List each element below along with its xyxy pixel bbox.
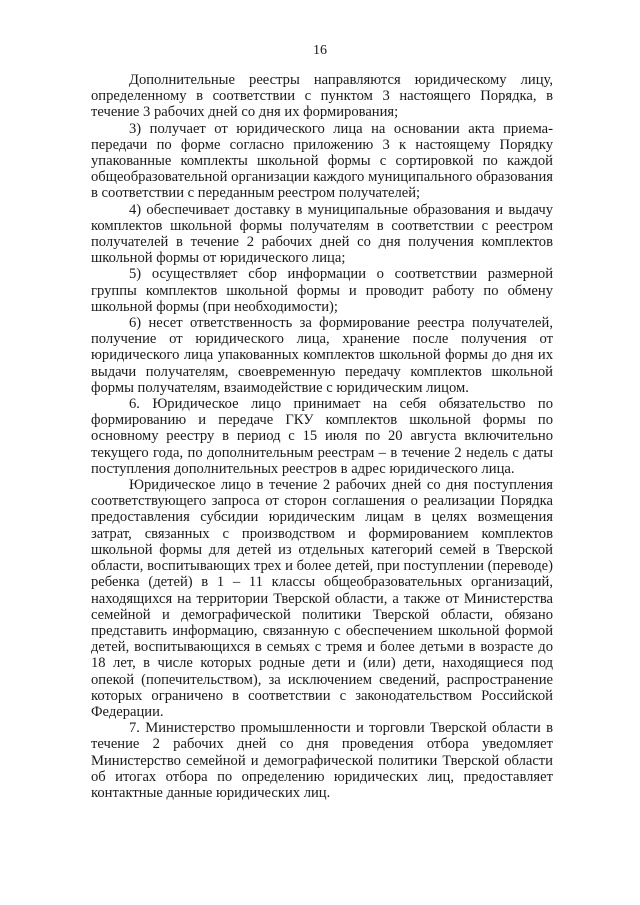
page-number: 16 [313,43,327,58]
paragraph-additional-registries: Дополнительные реестры направляются юридическому лицу, определенному в соответствии с пунктом 3 настоящего Порядка, в течение 3 рабочих дней со дня их формирования; [91,72,553,121]
paragraph-legal-entity-information: Юридическое лицо в течение 2 рабочих дней со дня поступления соответствующего запроса от сторон соглашения о реализации Порядка предоставления субсидии юридическим лицам в целях возмещения затрат, связанных с производством и формированием комплектов школьной формы для детей из отдельных категорий семей в Тверской области, воспитывающих трех и более детей, при поступлении (переводе) ребенка (детей) в 1 – 11 классы общеобразовательных организаций, находящихся на территории Тверской области, а также от Министерства семейной и демографической политики Тверской области, обязано представить информацию, связанную с обеспечением школьной формой детей, воспитывающихся в семьях с тремя и более детьми в возрасте до 18 лет, в числе которых родные дети и (или) дети, находящиеся под опекой (попечительством), за исключением сведений, распространение которых ограничено в соответствии с законодательством Российской Федерации. [91,477,553,720]
paragraph-section-7-ministry: 7. Министерство промышленности и торговли Тверской области в течение 2 рабочих дней со дня проведения отбора уведомляет Министерство семейной и демографической политики Тверской области об итогах отбора по определению юридических лиц, предоставляет контактные данные юридических лиц. [91,720,553,801]
paragraph-item-4-delivery: 4) обеспечивает доставку в муниципальные образования и выдачу комплектов школьной формы получателям в соответствии с реестром получателей в течение 2 рабочих дней со дня получения комплектов школьной формы от юридического лица; [91,201,553,267]
paragraph-item-6-responsibility: 6) несет ответственность за формирование реестра получателей, получение от юридического лица, хранение после получения от юридического лица упакованных комплектов школьной формы до дня их выдачи получателям, своевременную передачу комплектов школьной формы получателям, взаимодействие с юридическим лицом. [91,315,553,396]
paragraph-item-3-receives-kits: 3) получает от юридического лица на основании акта приема-передачи по форме согласно приложению 3 к настоящему Порядку упакованные комплекты школьной формы с сортировкой по каждой общеобразовательной организации каждого муниципального образования в соответствии с переданным реестром получателей; [91,120,553,202]
paragraph-section-6-obligation: 6. Юридическое лицо принимает на себя обязательство по формированию и передаче ГКУ комплектов школьной формы по основному реестру в период с 15 июля по 20 августа включительно текущего года, по дополнительным реестрам – в течение 2 недель с даты поступления дополнительных реестров в адрес юридического лица. [91,396,553,477]
paragraph-item-5-size-info: 5) осуществляет сбор информации о соответствии размерной группы комплектов школьной формы и проводит работу по обмену школьной формы (при необходимости); [91,266,553,315]
document-body [91,72,553,801]
